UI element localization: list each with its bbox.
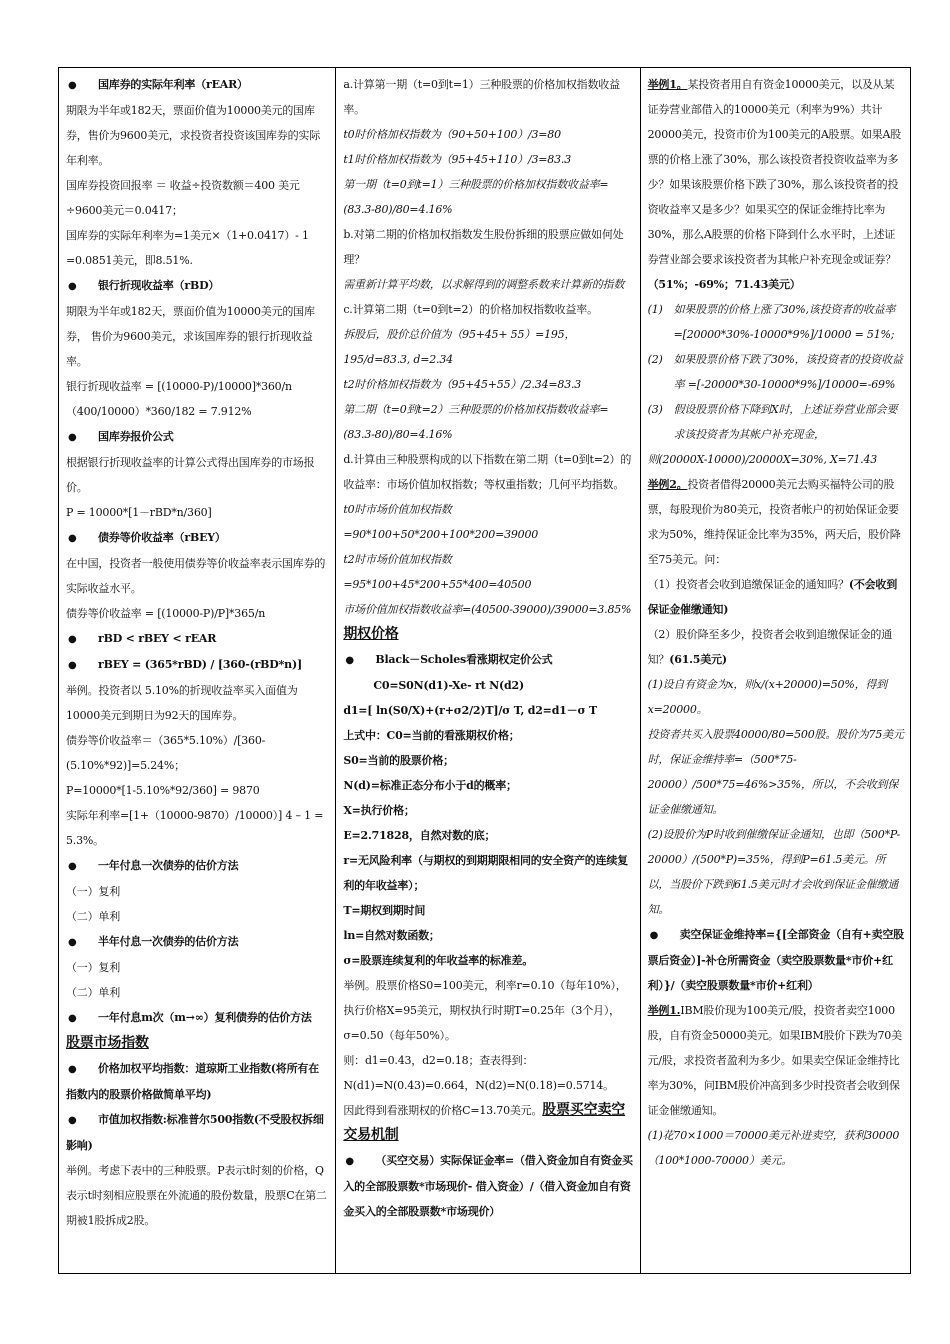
text-paragraph: 期限为半年或182天，票面价值为10000美元的国库券，售价为9600美元，求投资者投资该国库券的实际年利率。 bbox=[66, 104, 320, 167]
formula-line: ln=自然对数函数； bbox=[343, 929, 440, 942]
answer-number: (1) bbox=[647, 303, 663, 316]
paragraph-text: 因此得到看涨期权的价格C=13.70美元。 bbox=[343, 1104, 543, 1117]
numbered-answer bbox=[648, 297, 904, 347]
worked-solution: 第二期（t=0到t=2）三种股票的价格加权指数收益率=(83.3-80)/80=4.16% bbox=[343, 403, 609, 441]
worked-solution: 第一期（t=0到t=1）三种股票的价格加权指数收益率=(83.3-80)/80=4.16% bbox=[343, 178, 609, 216]
bullet-item: ● 价格加权平均指数：道琼斯工业指数(将所有在指数内的股票价格做简单平均) bbox=[66, 1056, 329, 1107]
answer-text: 如果股票价格下跌了30%，该投资者的投资收益率 =[-20000*30-10000*9%]/10000=-69% bbox=[673, 353, 903, 391]
text-paragraph: 债券等价收益率＝（365*5.10%）/[360-(5.10%*92)]=5.24%； bbox=[66, 734, 266, 772]
question-answer-hint: (61.5美元) bbox=[669, 653, 727, 666]
worked-solution: 拆股后，股价总价值为（95+45+ 55）=195，195/d=83.3, d=2.34 bbox=[343, 328, 576, 366]
formula-line: d1=[ ln(S0/X)+(r+σ2/2)T]/σ T, d2=d1－σ T bbox=[343, 704, 597, 717]
bullet-item: ● rBD < rBEY < rEAR bbox=[66, 626, 329, 652]
formula-line: E=2.71828，自然对数的底； bbox=[343, 829, 496, 842]
formula-line: T=期权到期时间 bbox=[343, 904, 426, 917]
text-paragraph: b.对第二期的价格加权指数发生股份拆细的股票应做如何处理？ bbox=[343, 228, 624, 266]
document-sheet bbox=[58, 67, 911, 1274]
section-heading: 期权价格 bbox=[343, 626, 399, 642]
text-paragraph: 国库券投资回报率 ＝ 收益÷投资数额＝400 美元÷9600美元＝0.0417； bbox=[66, 179, 300, 217]
worked-solution: t1时价格加权指数为（95+45+110）/3=83.3 bbox=[343, 153, 571, 166]
example-answer-hint: （51%；-69%；71.43美元） bbox=[647, 278, 801, 291]
bullet-item: ● 国库券的实际年利率（rEAR） bbox=[66, 72, 329, 98]
section-heading: 股票市场指数 bbox=[66, 1035, 149, 1051]
text-paragraph: 国库券的实际年利率为=1美元×（1+0.0417）- 1 =0.0851美元，即8.51%. bbox=[66, 229, 309, 267]
bullet-item: ● （买空交易）实际保证金率=（借入资金加自有资金买入的全部股票数*市场现价- 借入资金）/（借入资金加自有资金买入的全部股票数*市场现价） bbox=[343, 1148, 633, 1224]
example-question bbox=[648, 572, 904, 622]
worked-solution: (1)花70×1000＝70000美元补进卖空，获利30000（100*1000-70000）美元。 bbox=[647, 1129, 900, 1167]
formula-line: r=无风险利率（与期权的到期期限相同的安全资产的连续复利的年收益率）； bbox=[343, 854, 628, 892]
bullet-item: ● 一年付息一次债券的估价方法 bbox=[66, 853, 329, 879]
example-problem bbox=[648, 472, 904, 572]
text-paragraph: 举例。股票价格S0=100美元，利率r=0.10（每年10%），执行价格X=95美元，期权执行时期T=0.25年（3个月），σ=0.50（每年50%）。 bbox=[343, 979, 627, 1042]
bullet-item: ● 一年付息m次（m→∞）复利债券的估价方法 bbox=[66, 1005, 329, 1031]
column-bond-yields bbox=[59, 68, 336, 1273]
example-label: 举例2。 bbox=[647, 478, 688, 491]
worked-solution: 投资者共买入股票40000/80=500股。股价为75美元时，保证金维持率=（500*75-20000）/500*75=46%>35%，所以，不会收到保证金催缴通知。 bbox=[647, 728, 904, 816]
text-paragraph: 实际年利率=[1+（10000-9870）/10000）] 4 – 1 = 5.3%。 bbox=[66, 809, 324, 847]
answer-number: (2) bbox=[647, 353, 663, 366]
formula-line: N(d)=标准正态分布小于d的概率； bbox=[343, 779, 517, 792]
example-text: 某投资者用自有资金10000美元，以及从某证券营业部借入的10000美元（利率为9%）共计20000美元，投资市价为100美元的A股票。如果A股票的价格上涨了30%，那么该投资者投资收益率为多少？如果该股票价格下跌了30%，那么该投资者的投资收益率又是多少？如果买空的保证金维持比率为30%，那么A股票的价格下降到什么水平时，上述证券营业部会要求该投资者为其帐户补充现金或证券？ bbox=[647, 78, 902, 266]
text-paragraph: 则：d1=0.43，d2=0.18；查表得到：N(d1)=N(0.43)=0.664，N(d2)=N(0.18)=0.5714。 bbox=[343, 1054, 614, 1092]
example-label: 举例1。 bbox=[647, 78, 688, 91]
formula-line: S0=当前的股票价格； bbox=[343, 754, 454, 767]
worked-solution: 市场价值加权指数收益率=(40500-39000)/39000=3.85% bbox=[343, 603, 632, 616]
bullet-item: ● rBEY = (365*rBD) / [360-(rBD*n)] bbox=[66, 652, 329, 678]
answer-number: (3) bbox=[647, 403, 663, 416]
worked-solution: t0时市场价值加权指数 bbox=[343, 503, 452, 516]
example-question bbox=[648, 622, 904, 672]
bullet-item: ● Black－Scholes看涨期权定价公式 bbox=[343, 647, 633, 673]
worked-solution: t2时价格加权指数为（95+45+55）/2.34=83.3 bbox=[343, 378, 582, 391]
text-paragraph: P=10000*[1-5.10%*92/360] = 9870 bbox=[66, 784, 260, 797]
text-paragraph: （二）单利 bbox=[66, 910, 120, 923]
numbered-answer bbox=[648, 397, 904, 447]
formula-line: σ=股票连续复利的年收益率的标准差。 bbox=[343, 954, 534, 967]
paragraph-with-heading bbox=[343, 1098, 633, 1148]
text-paragraph: 在中国，投资者一般使用债券等价收益率表示国库券的实际收益水平。 bbox=[66, 557, 326, 595]
section-heading: 股票买空卖空交易机制 bbox=[343, 1102, 626, 1143]
example-problem bbox=[648, 72, 904, 297]
example-problem bbox=[648, 998, 904, 1123]
example-text: IBM股价现为100美元/股，投资者卖空1000股，自有资金50000美元。如果IBM股价下跌为70美元/股，求投资者盈利为多少。如果卖空保证金维持比率为30%，问IBM股价冲高到多少时投资者会收到保证金催缴通知。 bbox=[647, 1004, 902, 1117]
column-margin-trading bbox=[641, 68, 910, 1273]
text-paragraph: （一）复利 bbox=[66, 961, 120, 974]
formula-line: X=执行价格； bbox=[343, 804, 415, 817]
question-answer-hint: (不会收到保证金催缴通知) bbox=[647, 578, 898, 616]
bullet-item: ● 半年付息一次债券的估价方法 bbox=[66, 929, 329, 955]
formula-line: 上式中：C0=当前的看涨期权价格； bbox=[343, 729, 520, 742]
answer-text: 如果股票的价格上涨了30%,该投资者的收益率=[20000*30%-10000*9%]/10000 = 51%; bbox=[673, 303, 896, 341]
answer-text: 假设股票价格下降到X时，上述证券营业部会要求该投资者为其帐户补充现金， bbox=[673, 403, 898, 441]
column-index-options bbox=[336, 68, 640, 1273]
question-text: （2）股价降至多少，投资者会收到追缴保证金的通知？ bbox=[647, 628, 893, 666]
numbered-answer bbox=[648, 347, 904, 397]
bullet-item: ● 市值加权指数:标准普尔500指数(不受股权拆细影响) bbox=[66, 1107, 329, 1158]
text-paragraph: （一）复利 bbox=[66, 885, 120, 898]
worked-solution: t2时市场价值加权指数=95*100+45*200+55*400=40500 bbox=[343, 553, 532, 591]
bullet-item: ● 卖空保证金维持率={[全部资金（自有+卖空股票后资金）]-补仓所需资金（卖空股票数量*市价+红利）}/（卖空股票数量*市价+红利） bbox=[648, 922, 904, 998]
worked-solution: (2)设股价为P时收到催缴保证金通知，也即（500*P-20000）/(500*P)=35%，得到P=61.5美元。所以，当股价下跌到61.5美元时才会收到保证金催缴通知。 bbox=[647, 828, 901, 916]
text-paragraph: c.计算第二期（t=0到t=2）的价格加权指数收益率。 bbox=[343, 303, 598, 316]
example-text: 投资者借得20000美元去购买福特公司的股票，每股现价为80美元，投资者帐户的初始保证金要求为50%，维持保证金比率为35%，两天后，股价降至75美元。问： bbox=[647, 478, 901, 566]
text-paragraph: 根据银行折现收益率的计算公式得出国库券的市场报价。 bbox=[66, 456, 315, 494]
example-label: 举例1. bbox=[647, 1004, 681, 1017]
bullet-item: ● 债券等价收益率（rBEY） bbox=[66, 525, 329, 551]
worked-solution: (1)设自有资金为x，则x/(x+20000)=50%，得到x=20000。 bbox=[647, 678, 887, 716]
text-paragraph: 举例。投资者以 5.10%的折现收益率买入面值为10000美元到期日为92天的国库券。 bbox=[66, 684, 298, 722]
bullet-item: ● 银行折现收益率（rBD） bbox=[66, 273, 329, 299]
worked-solution: =90*100+50*200+100*200=39000 bbox=[343, 528, 539, 541]
question-text: （1）投资者会收到追缴保证金的通知吗？ bbox=[647, 578, 849, 591]
worked-solution: 则(20000X-10000)/20000X=30%, X=71.43 bbox=[647, 453, 878, 466]
bullet-item: ● 国库券报价公式 bbox=[66, 424, 329, 450]
text-paragraph: a.计算第一期（t=0到t=1）三种股票的价格加权指数收益率。 bbox=[343, 78, 620, 116]
formula-line: C0=S0N(d1)-Xe- rt N(d2) bbox=[373, 679, 524, 692]
text-paragraph: 债券等价收益率 = [(10000-P)/P]*365/n bbox=[66, 607, 266, 620]
text-paragraph: 举例。考虑下表中的三种股票。P表示t时刻的价格，Q表示t时刻相应股票在外流通的股份数量，股票C在第二期被1股拆成2股。 bbox=[66, 1164, 327, 1227]
text-paragraph: 银行折现收益率 = [(10000-P)/10000]*360/n（400/10000）*360/182 = 7.912% bbox=[66, 380, 292, 418]
text-paragraph: （二）单利 bbox=[66, 986, 120, 999]
text-paragraph: 期限为半年或182天，票面价值为10000美元的国库券， 售价为9600美元，求该国库券的银行折现收益率。 bbox=[66, 305, 315, 368]
text-paragraph: P = 10000*[1－rBD*n/360] bbox=[66, 506, 212, 519]
worked-solution: 需重新计算平均数，以求解得到的调整系数来计算新的指数 bbox=[343, 278, 625, 291]
worked-solution: t0时价格加权指数为（90+50+100）/3=80 bbox=[343, 128, 561, 141]
text-paragraph: d.计算由三种股票构成的以下指数在第二期（t=0到t=2）的收益率：市场价值加权指数；等权重指数；几何平均指数。 bbox=[343, 453, 632, 491]
